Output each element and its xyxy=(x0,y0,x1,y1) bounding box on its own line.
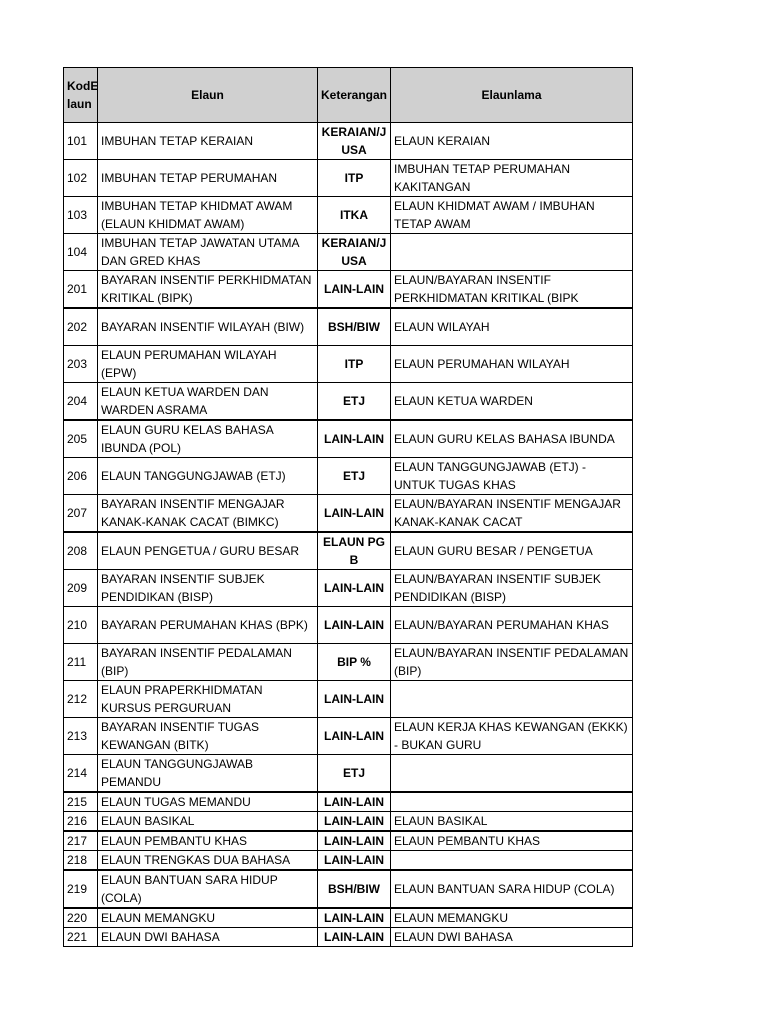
cell-elaun: ELAUN PEMBANTU KHAS xyxy=(98,831,318,851)
cell-kod: 102 xyxy=(64,160,98,197)
header-keterangan: Keterangan xyxy=(318,68,391,123)
cell-elaun: ELAUN BANTUAN SARA HIDUP (COLA) xyxy=(98,870,318,908)
cell-elaun: ELAUN KETUA WARDEN DAN WARDEN ASRAMA xyxy=(98,383,318,421)
cell-keterangan: LAIN-LAIN xyxy=(318,831,391,851)
cell-elaun: ELAUN TRENGKAS DUA BAHASA xyxy=(98,851,318,871)
cell-keterangan: LAIN-LAIN xyxy=(318,420,391,458)
table-row xyxy=(64,197,633,234)
table-row xyxy=(64,532,633,570)
table-row xyxy=(64,346,633,383)
table-body xyxy=(64,123,633,947)
cell-keterangan: KERAIAN/JUSA xyxy=(318,234,391,271)
cell-elaunlama xyxy=(391,792,633,812)
table-row xyxy=(64,123,633,160)
table-row xyxy=(64,607,633,644)
cell-elaunlama: ELAUN/BAYARAN INSENTIF SUBJEK PENDIDIKAN (BISP) xyxy=(391,570,633,607)
elaun-table xyxy=(63,67,633,947)
table-row xyxy=(64,681,633,718)
cell-keterangan: LAIN-LAIN xyxy=(318,812,391,832)
cell-elaun: IMBUHAN TETAP KERAIAN xyxy=(98,123,318,160)
cell-elaun: IMBUHAN TETAP KHIDMAT AWAM (ELAUN KHIDMAT AWAM) xyxy=(98,197,318,234)
cell-kod: 206 xyxy=(64,458,98,495)
cell-elaunlama: ELAUN/BAYARAN PERUMAHAN KHAS xyxy=(391,607,633,644)
table-row xyxy=(64,812,633,832)
cell-elaunlama: ELAUN PEMBANTU KHAS xyxy=(391,831,633,851)
table-row xyxy=(64,271,633,309)
cell-kod: 211 xyxy=(64,644,98,681)
cell-elaun: IMBUHAN TETAP JAWATAN UTAMA DAN GRED KHAS xyxy=(98,234,318,271)
cell-kod: 217 xyxy=(64,831,98,851)
cell-kod: 219 xyxy=(64,870,98,908)
cell-keterangan: LAIN-LAIN xyxy=(318,792,391,812)
cell-kod: 212 xyxy=(64,681,98,718)
table-row xyxy=(64,420,633,458)
cell-kod: 201 xyxy=(64,271,98,309)
cell-elaun: BAYARAN INSENTIF WILAYAH (BIW) xyxy=(98,308,318,346)
cell-elaun: BAYARAN INSENTIF SUBJEK PENDIDIKAN (BISP) xyxy=(98,570,318,607)
cell-elaunlama: ELAUN/BAYARAN INSENTIF MENGAJAR KANAK-KANAK CACAT xyxy=(391,495,633,533)
cell-keterangan: LAIN-LAIN xyxy=(318,495,391,533)
cell-kod: 208 xyxy=(64,532,98,570)
table-row xyxy=(64,870,633,908)
table-row xyxy=(64,755,633,793)
header-elaun: Elaun xyxy=(98,68,318,123)
cell-kod: 213 xyxy=(64,718,98,755)
cell-keterangan: LAIN-LAIN xyxy=(318,718,391,755)
table-row xyxy=(64,234,633,271)
cell-elaun: BAYARAN INSENTIF PERKHIDMATAN KRITIKAL (BIPK) xyxy=(98,271,318,309)
cell-elaun: BAYARAN INSENTIF PEDALAMAN (BIP) xyxy=(98,644,318,681)
cell-elaunlama: ELAUN MEMANGKU xyxy=(391,908,633,928)
cell-keterangan: BIP % xyxy=(318,644,391,681)
cell-elaunlama: ELAUN KERJA KHAS KEWANGAN (EKKK) - BUKAN GURU xyxy=(391,718,633,755)
cell-kod: 207 xyxy=(64,495,98,533)
cell-elaun: ELAUN DWI BAHASA xyxy=(98,928,318,947)
cell-kod: 221 xyxy=(64,928,98,947)
cell-elaunlama xyxy=(391,755,633,793)
cell-elaun: BAYARAN INSENTIF MENGAJAR KANAK-KANAK CACAT (BIMKC) xyxy=(98,495,318,533)
cell-elaunlama: ELAUN PERUMAHAN WILAYAH xyxy=(391,346,633,383)
cell-elaunlama xyxy=(391,234,633,271)
cell-elaun: IMBUHAN TETAP PERUMAHAN xyxy=(98,160,318,197)
cell-kod: 101 xyxy=(64,123,98,160)
cell-keterangan: LAIN-LAIN xyxy=(318,607,391,644)
cell-elaunlama: ELAUN GURU BESAR / PENGETUA xyxy=(391,532,633,570)
cell-keterangan: LAIN-LAIN xyxy=(318,570,391,607)
cell-kod: 203 xyxy=(64,346,98,383)
cell-elaunlama: ELAUN GURU KELAS BAHASA IBUNDA xyxy=(391,420,633,458)
cell-keterangan: BSH/BIW xyxy=(318,870,391,908)
table-row xyxy=(64,570,633,607)
cell-elaun: BAYARAN INSENTIF TUGAS KEWANGAN (BITK) xyxy=(98,718,318,755)
cell-elaun: ELAUN TANGGUNGJAWAB PEMANDU xyxy=(98,755,318,793)
cell-kod: 218 xyxy=(64,851,98,871)
cell-elaunlama: ELAUN/BAYARAN INSENTIF PEDALAMAN (BIP) xyxy=(391,644,633,681)
cell-keterangan: BSH/BIW xyxy=(318,308,391,346)
cell-kod: 216 xyxy=(64,812,98,832)
cell-keterangan: LAIN-LAIN xyxy=(318,851,391,871)
cell-elaunlama: ELAUN WILAYAH xyxy=(391,308,633,346)
cell-keterangan: ETJ xyxy=(318,755,391,793)
cell-elaunlama xyxy=(391,851,633,871)
table-row xyxy=(64,928,633,947)
cell-elaunlama: ELAUN TANGGUNGJAWAB (ETJ) - UNTUK TUGAS KHAS xyxy=(391,458,633,495)
cell-elaun: ELAUN PENGETUA / GURU BESAR xyxy=(98,532,318,570)
table-row xyxy=(64,458,633,495)
cell-elaunlama: IMBUHAN TETAP PERUMAHAN KAKITANGAN xyxy=(391,160,633,197)
cell-elaunlama: ELAUN KHIDMAT AWAM / IMBUHAN TETAP AWAM xyxy=(391,197,633,234)
table-row xyxy=(64,644,633,681)
cell-elaun: ELAUN BASIKAL xyxy=(98,812,318,832)
cell-kod: 209 xyxy=(64,570,98,607)
cell-elaunlama: ELAUN KERAIAN xyxy=(391,123,633,160)
header-kod: KodE laun xyxy=(64,68,98,123)
cell-kod: 220 xyxy=(64,908,98,928)
cell-kod: 202 xyxy=(64,308,98,346)
cell-elaun: ELAUN TUGAS MEMANDU xyxy=(98,792,318,812)
table-row xyxy=(64,851,633,871)
table-row xyxy=(64,831,633,851)
cell-keterangan: LAIN-LAIN xyxy=(318,681,391,718)
header-elaunlama: Elaunlama xyxy=(391,68,633,123)
cell-keterangan: ETJ xyxy=(318,383,391,421)
cell-elaunlama: ELAUN/BAYARAN INSENTIF PERKHIDMATAN KRITIKAL (BIPK xyxy=(391,271,633,309)
cell-keterangan: ETJ xyxy=(318,458,391,495)
cell-kod: 214 xyxy=(64,755,98,793)
cell-elaun: ELAUN PERUMAHAN WILAYAH (EPW) xyxy=(98,346,318,383)
cell-keterangan: LAIN-LAIN xyxy=(318,928,391,947)
cell-kod: 205 xyxy=(64,420,98,458)
table-row xyxy=(64,383,633,421)
cell-kod: 215 xyxy=(64,792,98,812)
cell-elaunlama: ELAUN DWI BAHASA xyxy=(391,928,633,947)
table-row xyxy=(64,160,633,197)
cell-keterangan: ITP xyxy=(318,160,391,197)
cell-kod: 103 xyxy=(64,197,98,234)
cell-kod: 210 xyxy=(64,607,98,644)
cell-keterangan: LAIN-LAIN xyxy=(318,271,391,309)
cell-elaunlama: ELAUN BASIKAL xyxy=(391,812,633,832)
cell-elaunlama: ELAUN KETUA WARDEN xyxy=(391,383,633,421)
table-row xyxy=(64,718,633,755)
cell-elaunlama xyxy=(391,681,633,718)
table-header-row xyxy=(64,68,633,123)
cell-keterangan: LAIN-LAIN xyxy=(318,908,391,928)
table-row xyxy=(64,908,633,928)
table-row xyxy=(64,308,633,346)
cell-elaunlama: ELAUN BANTUAN SARA HIDUP (COLA) xyxy=(391,870,633,908)
cell-keterangan: KERAIAN/JUSA xyxy=(318,123,391,160)
table-row xyxy=(64,792,633,812)
cell-kod: 204 xyxy=(64,383,98,421)
cell-elaun: ELAUN GURU KELAS BAHASA IBUNDA (POL) xyxy=(98,420,318,458)
cell-elaun: BAYARAN PERUMAHAN KHAS (BPK) xyxy=(98,607,318,644)
cell-keterangan: ELAUN PGB xyxy=(318,532,391,570)
cell-keterangan: ITKA xyxy=(318,197,391,234)
cell-elaun: ELAUN MEMANGKU xyxy=(98,908,318,928)
cell-elaun: ELAUN TANGGUNGJAWAB (ETJ) xyxy=(98,458,318,495)
cell-keterangan: ITP xyxy=(318,346,391,383)
table-row xyxy=(64,495,633,533)
cell-kod: 104 xyxy=(64,234,98,271)
cell-elaun: ELAUN PRAPERKHIDMATAN KURSUS PERGURUAN xyxy=(98,681,318,718)
